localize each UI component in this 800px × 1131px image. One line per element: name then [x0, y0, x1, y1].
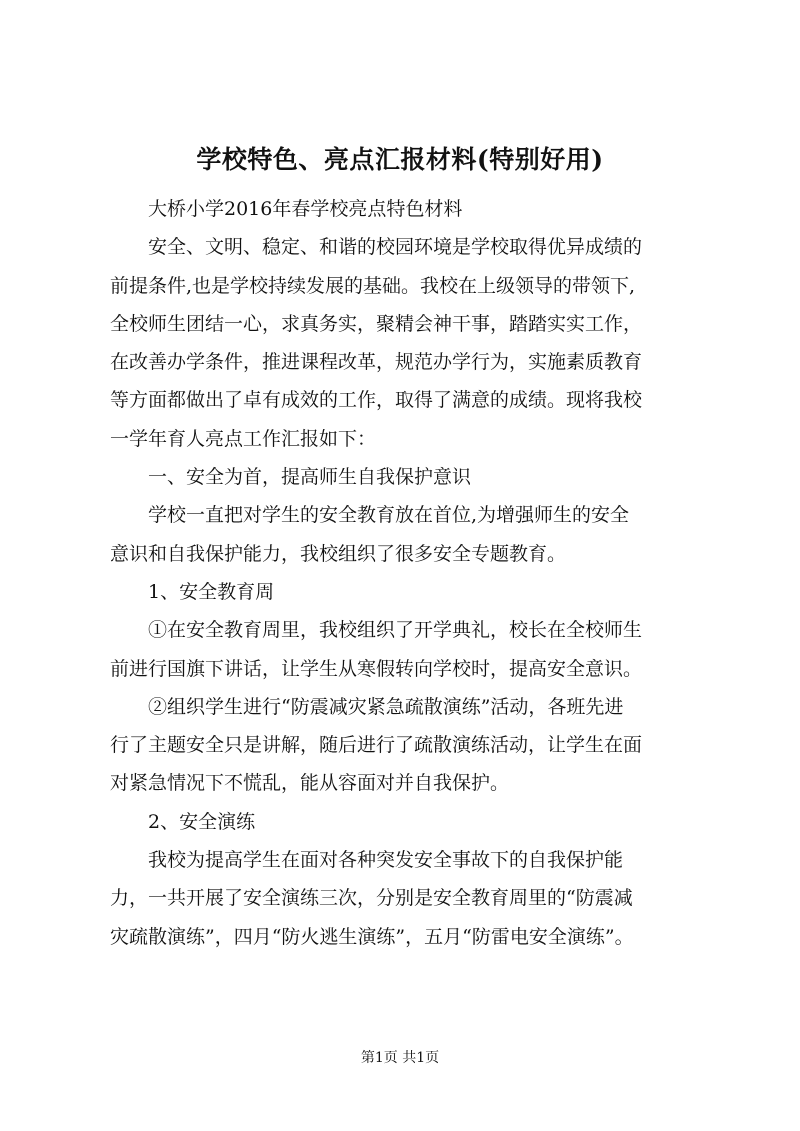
paragraph-line: 对紧急情况下不慌乱，能从容面对并自我保护。 [110, 772, 510, 795]
document-title: 学校特色、亮点汇报材料(特别好用) [196, 145, 604, 174]
paragraph-line: 灾疏散演练”，四月“防火逃生演练”，五月“防雷电安全演练”。 [110, 925, 634, 948]
paragraph-line: 一学年育人亮点工作汇报如下： [110, 427, 377, 450]
section-heading: 一、安全为首，提高师生自我保护意识 [148, 466, 472, 489]
paragraph-line: 全校师生团结一心，求真务实，聚精会神干事，踏踏实实工作， [110, 312, 643, 335]
document-body [110, 190, 720, 956]
paragraph-line: 前提条件,也是学校持续发展的基础。我校在上级领导的带领下, [110, 274, 636, 297]
paragraph-line: 等方面都做出了卓有成效的工作，取得了满意的成绩。现将我校 [110, 389, 643, 412]
subtitle-line: 大桥小学2016年春学校亮点特色材料 [148, 198, 463, 220]
subsection-heading: 2、安全演练 [148, 810, 256, 833]
paragraph-line: 我校为提高学生在面对各种突发安全事故下的自我保护能 [148, 849, 624, 872]
paragraph-line: 前进行国旗下讲话，让学生从寒假转向学校时，提高安全意识。 [110, 657, 643, 680]
paragraph-line: ①在安全教育周里，我校组织了开学典礼，校长在全校师生 [148, 619, 643, 642]
paragraph-line: 力，一共开展了安全演练三次，分别是安全教育周里的“防震减 [110, 887, 633, 910]
page-footer: 第1页 共1页 [360, 1050, 440, 1066]
paragraph-line: 在改善办学条件，推进课程改革，规范办学行为，实施素质教育 [110, 351, 643, 374]
subsection-heading: 1、安全教育周 [148, 580, 275, 603]
paragraph-line: 意识和自我保护能力，我校组织了很多安全专题教育。 [110, 542, 567, 565]
paragraph-line: 行了主题安全只是讲解，随后进行了疏散演练活动，让学生在面 [110, 734, 643, 757]
paragraph-line: ②组织学生进行“防震减灾紧急疏散演练”活动，各班先进 [148, 695, 624, 718]
paragraph-line: 安全、文明、稳定、和谐的校园环境是学校取得优异成绩的 [148, 236, 643, 259]
paragraph-line: 学校一直把对学生的安全教育放在首位,为增强师生的安全 [148, 504, 630, 527]
